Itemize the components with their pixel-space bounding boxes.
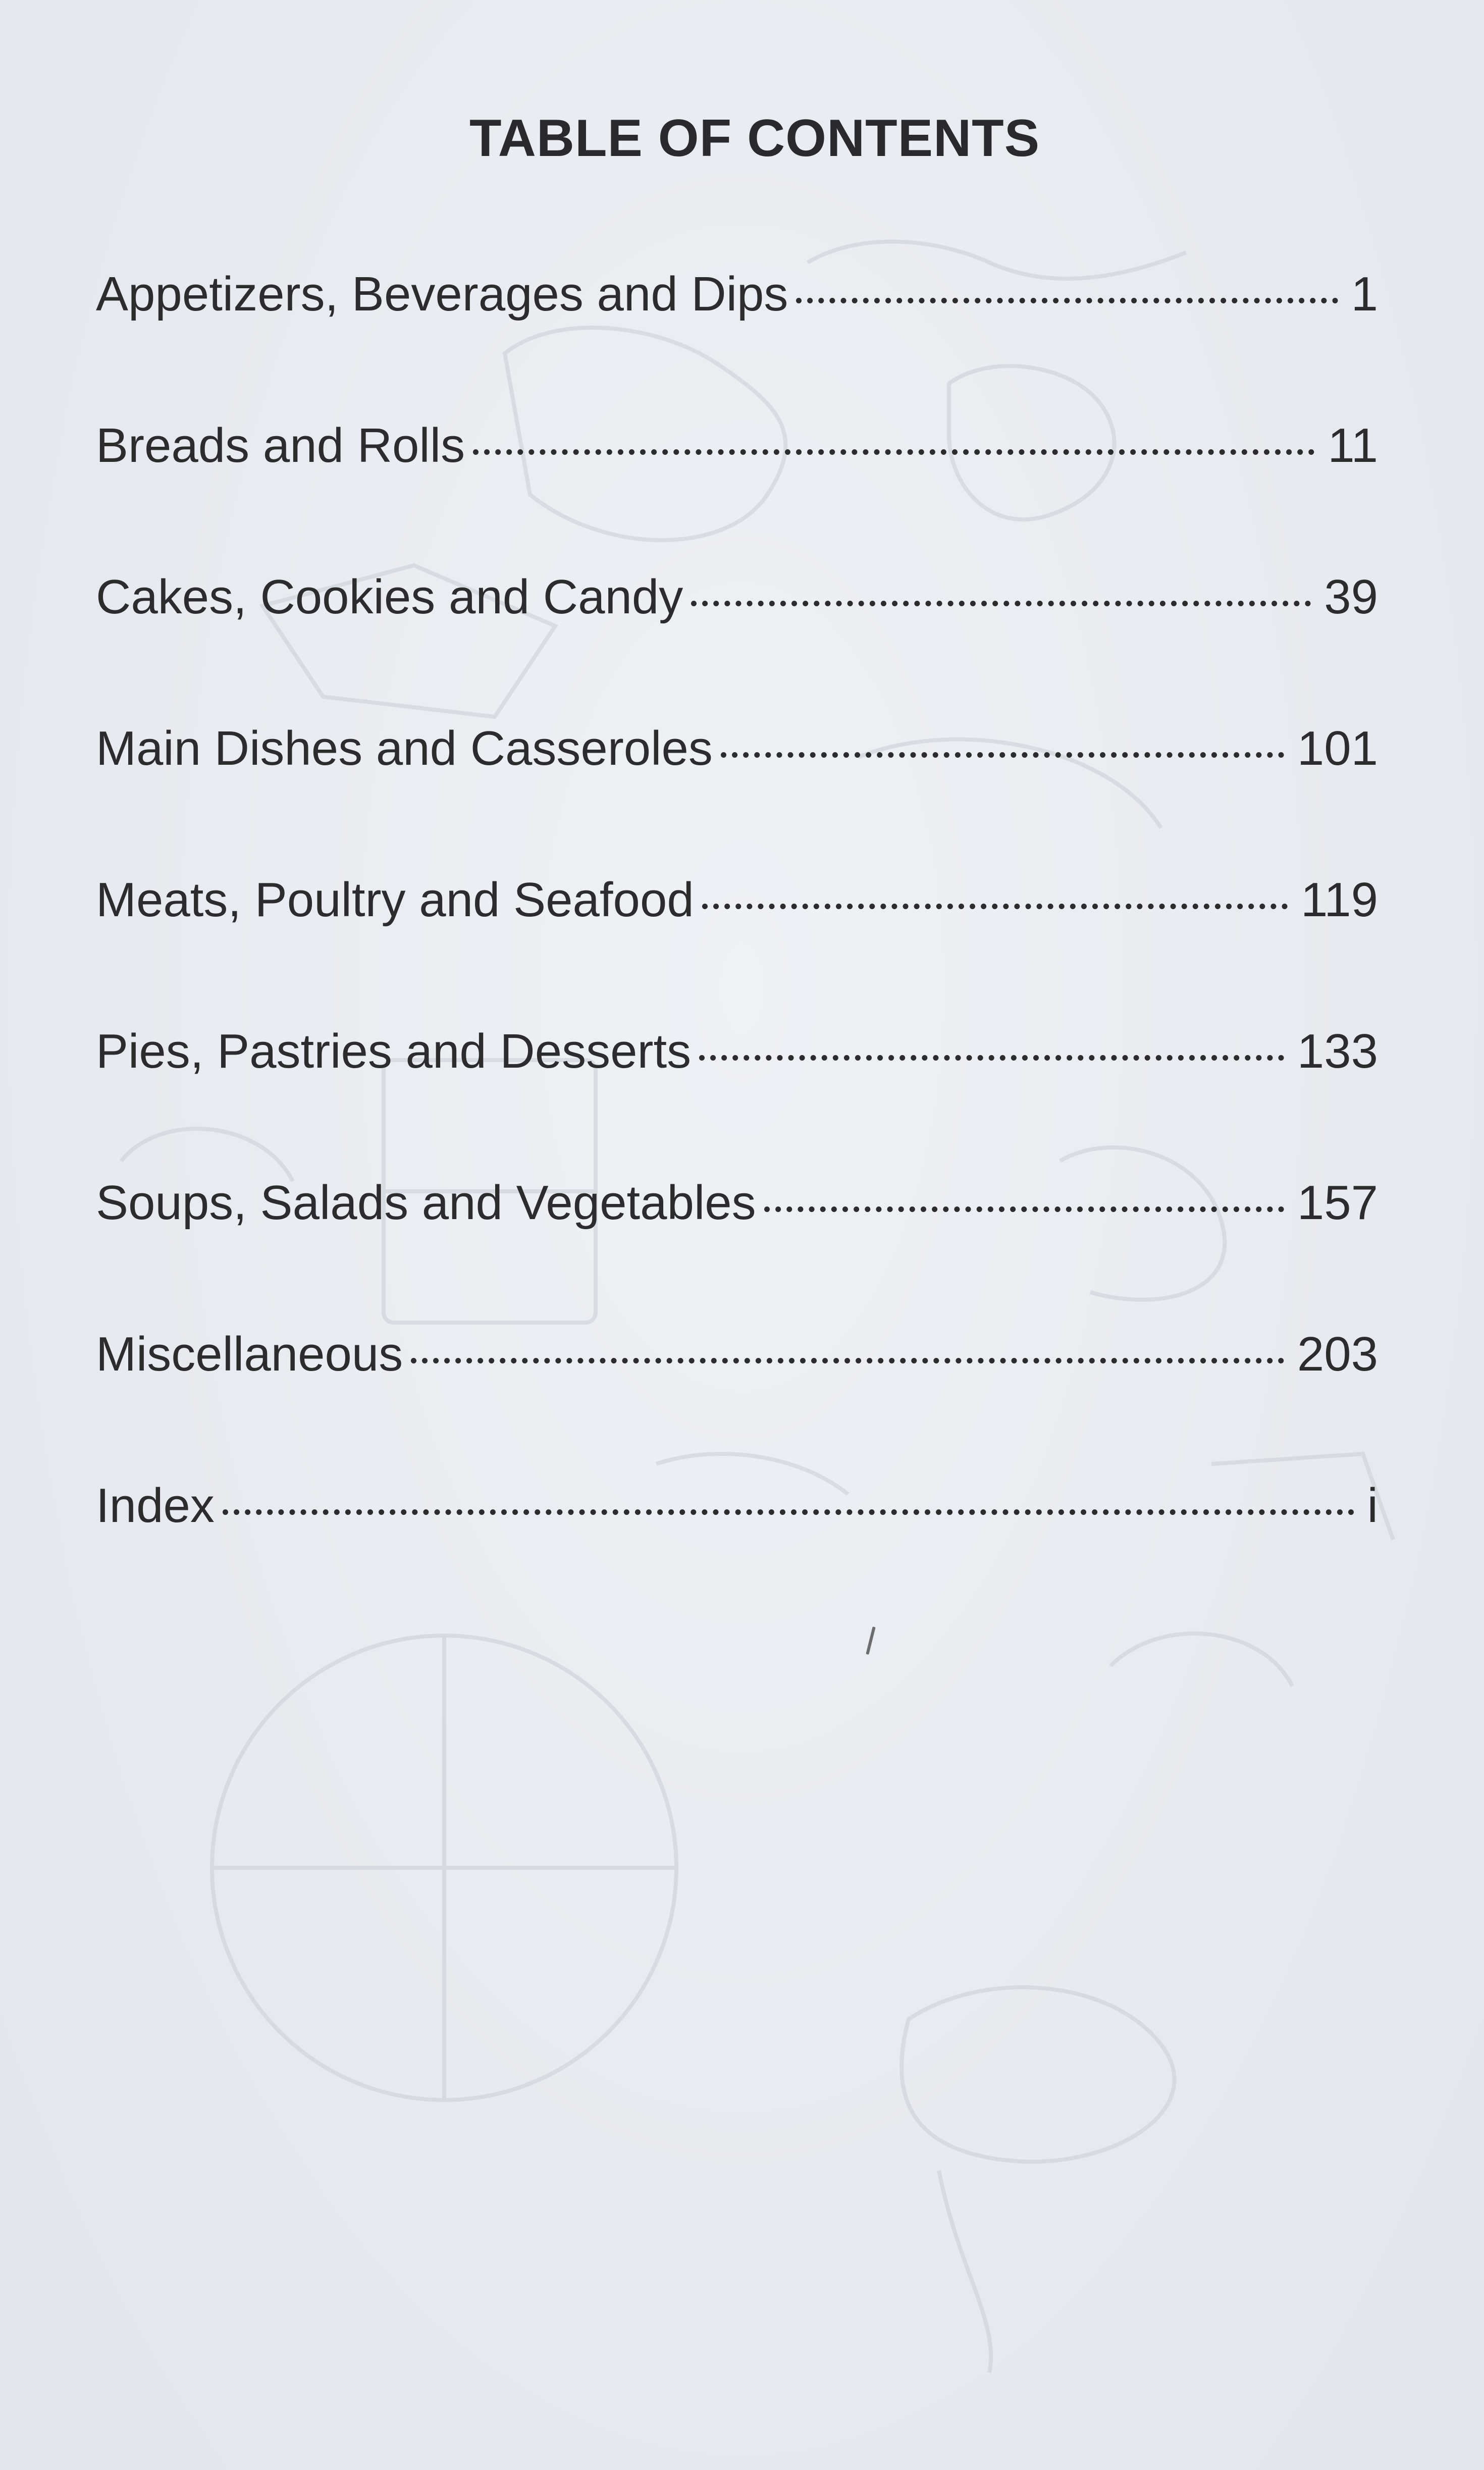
toc-entry-label: Breads and Rolls bbox=[96, 418, 465, 472]
toc-entry-label: Main Dishes and Casseroles bbox=[96, 721, 713, 775]
page-title: TABLE OF CONTENTS bbox=[469, 109, 1040, 168]
toc-entry[interactable] bbox=[96, 1468, 1378, 1619]
toc-entry[interactable] bbox=[96, 256, 1378, 408]
toc-entry[interactable] bbox=[96, 1317, 1378, 1468]
toc-entry-label: Appetizers, Beverages and Dips bbox=[96, 267, 788, 321]
toc-entry-label: Meats, Poultry and Seafood bbox=[96, 873, 694, 927]
toc-list bbox=[96, 256, 1378, 1619]
toc-entry-label: Index bbox=[96, 1479, 215, 1533]
dot-leader bbox=[721, 752, 1284, 758]
dot-leader bbox=[796, 298, 1338, 303]
toc-entry-page: 157 bbox=[1297, 1176, 1378, 1230]
stray-pen-mark bbox=[866, 1626, 875, 1655]
dot-leader bbox=[691, 601, 1311, 606]
toc-entry-page: 39 bbox=[1324, 570, 1378, 624]
toc-entry-page: 11 bbox=[1328, 418, 1378, 472]
toc-entry[interactable] bbox=[96, 559, 1378, 711]
toc-entry-page: 1 bbox=[1351, 267, 1378, 321]
toc-entry-label: Soups, Salads and Vegetables bbox=[96, 1176, 756, 1230]
dot-leader bbox=[473, 449, 1314, 455]
toc-entry-page: i bbox=[1367, 1479, 1378, 1533]
toc-entry[interactable] bbox=[96, 711, 1378, 862]
toc-entry-page: 119 bbox=[1300, 873, 1378, 927]
toc-entry[interactable] bbox=[96, 408, 1378, 559]
toc-entry-label: Miscellaneous bbox=[96, 1327, 403, 1381]
dot-leader bbox=[702, 904, 1288, 909]
toc-entry[interactable] bbox=[96, 1165, 1378, 1317]
toc-entry[interactable] bbox=[96, 1014, 1378, 1165]
toc-entry-label: Pies, Pastries and Desserts bbox=[96, 1024, 692, 1078]
dot-leader bbox=[411, 1358, 1284, 1363]
dot-leader bbox=[764, 1206, 1284, 1212]
toc-entry-page: 101 bbox=[1297, 721, 1378, 775]
toc-entry-label: Cakes, Cookies and Candy bbox=[96, 570, 683, 624]
toc-entry-page: 203 bbox=[1297, 1327, 1378, 1381]
toc-entry-page: 133 bbox=[1297, 1024, 1378, 1078]
dot-leader bbox=[699, 1055, 1284, 1061]
toc-entry[interactable] bbox=[96, 862, 1378, 1014]
dot-leader bbox=[223, 1509, 1354, 1515]
